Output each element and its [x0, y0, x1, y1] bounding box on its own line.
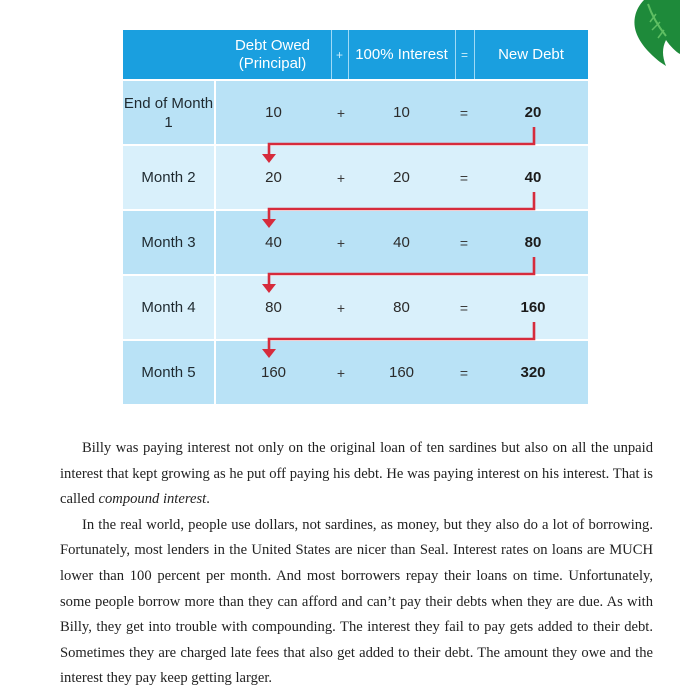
header-equals: = — [460, 47, 468, 62]
interest-value: 40 — [393, 234, 410, 251]
principal-value: 40 — [265, 234, 282, 251]
interest-value: 20 — [393, 169, 410, 186]
row-label: Month 2 — [141, 169, 196, 186]
row-label: Month 4 — [141, 299, 196, 316]
principal-value: 20 — [265, 169, 282, 186]
equals-sign: = — [459, 364, 469, 381]
header-plus: + — [335, 47, 343, 62]
equals-sign: = — [459, 104, 469, 121]
body-text — [60, 436, 653, 692]
header-principal: Debt Owed (Principal) — [234, 36, 311, 72]
table-row — [123, 211, 588, 274]
row-label: End of Month 1 — [123, 94, 214, 131]
new-debt-value: 20 — [524, 104, 542, 121]
interest-value: 80 — [393, 299, 410, 316]
plus-sign: + — [336, 234, 346, 251]
row-label: Month 5 — [141, 364, 196, 381]
table-row — [123, 81, 588, 144]
header-new-debt: New Debt — [498, 45, 564, 63]
table-row — [123, 341, 588, 404]
principal-value: 10 — [265, 104, 282, 121]
new-debt-value: 160 — [520, 299, 546, 316]
interest-value: 10 — [393, 104, 410, 121]
new-debt-value: 40 — [524, 169, 542, 186]
header-interest: 100% Interest — [355, 45, 448, 63]
principal-value: 160 — [260, 364, 287, 381]
paragraph-2: In the real world, people use dollars, not sardines, as money, but they also do a lot of borrowing. Fortunately, most lenders in the United States are nicer than Seal. Interest rates on loans are MUCH lower than 100 percent per month. And most borrowers repay their loans on time. Unfortunately, some people borrow more than they can afford and can’t pay their debts when they are due. As with Billy, they get into trouble with compounding. The interest they fail to pay gets added to their debt. Sometimes they are charged late fees that also get added to their debt. The amount they owe and the interest they pay keep getting larger. — [60, 516, 653, 687]
equals-sign: = — [459, 234, 469, 251]
plus-sign: + — [336, 364, 346, 381]
equals-sign: = — [459, 299, 469, 316]
p1-end: . — [206, 491, 210, 508]
equals-sign: = — [459, 169, 469, 186]
table-header — [123, 30, 588, 79]
table-row — [123, 146, 588, 209]
row-label: Month 3 — [141, 234, 196, 251]
new-debt-value: 320 — [520, 364, 546, 381]
plus-sign: + — [336, 169, 346, 186]
paragraph-1 — [60, 436, 653, 513]
plus-sign: + — [336, 299, 346, 316]
leaf-decoration-icon — [626, 0, 680, 66]
compound-interest-term: compound interest — [98, 491, 207, 508]
plus-sign: + — [336, 104, 346, 121]
table-row — [123, 276, 588, 339]
p1-text: Billy was paying interest not only on the original loan of ten sardines but also on all the unpaid interest that kept growing as he put off paying his debt. He was paying interest on his interest. That is called — [60, 440, 653, 508]
interest-value: 160 — [388, 364, 415, 381]
new-debt-value: 80 — [524, 234, 542, 251]
principal-value: 80 — [265, 299, 282, 316]
